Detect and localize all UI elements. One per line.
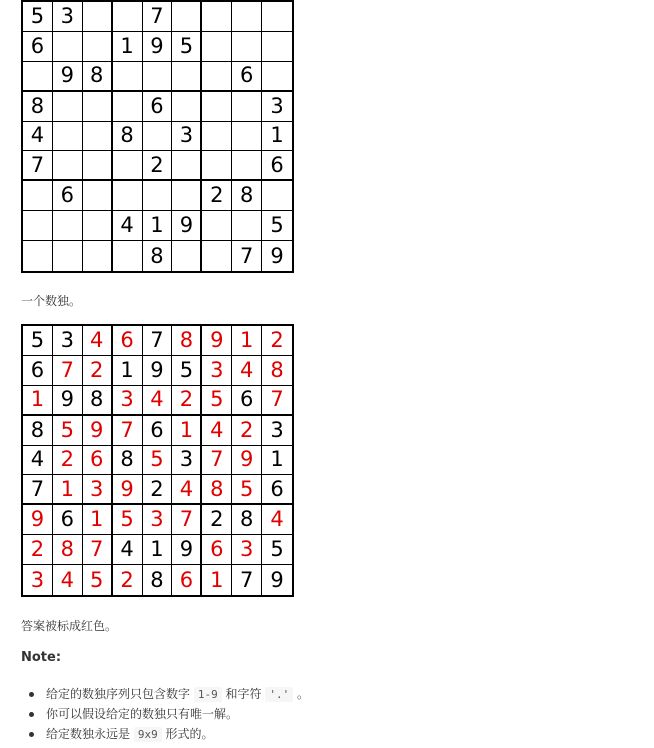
sudoku-cell [262, 62, 292, 92]
sudoku-cell: 6 [172, 565, 202, 595]
sudoku-cell: 5 [53, 416, 83, 446]
sudoku-cell: 4 [113, 535, 143, 565]
sudoku-cell: 6 [262, 151, 292, 181]
sudoku-cell [23, 62, 53, 92]
sudoku-cell [113, 92, 143, 122]
sudoku-cell: 4 [262, 505, 292, 535]
sudoku-cell [53, 241, 83, 271]
sudoku-cell [83, 151, 113, 181]
sudoku-cell: 7 [172, 505, 202, 535]
sudoku-cell [23, 241, 53, 271]
sudoku-cell: 4 [232, 356, 262, 386]
sudoku-cell [172, 181, 202, 211]
sudoku-cell: 9 [23, 505, 53, 535]
sudoku-cell: 2 [143, 475, 173, 505]
sudoku-cell: 7 [202, 446, 232, 476]
sudoku-cell: 5 [172, 356, 202, 386]
sudoku-cell [113, 151, 143, 181]
sudoku-cell: 1 [202, 565, 232, 595]
sudoku-cell: 6 [113, 326, 143, 356]
sudoku-cell: 7 [23, 475, 53, 505]
sudoku-cell [53, 122, 83, 152]
sudoku-cell [202, 62, 232, 92]
sudoku-cell [23, 181, 53, 211]
sudoku-cell: 3 [202, 356, 232, 386]
sudoku-cell: 8 [262, 356, 292, 386]
sudoku-cell: 2 [202, 181, 232, 211]
sudoku-cell: 8 [23, 416, 53, 446]
sudoku-cell: 6 [83, 446, 113, 476]
sudoku-cell: 2 [143, 151, 173, 181]
sudoku-cell: 5 [23, 326, 53, 356]
sudoku-cell [113, 62, 143, 92]
note-item: 给定的数独序列只包含数字 1-9 和字符 '.' 。 [46, 684, 309, 704]
sudoku-cell: 8 [202, 475, 232, 505]
sudoku-cell [172, 2, 202, 32]
sudoku-cell: 1 [113, 356, 143, 386]
sudoku-cell [202, 211, 232, 241]
sudoku-cell: 9 [143, 32, 173, 62]
sudoku-cell: 4 [143, 386, 173, 416]
sudoku-cell [232, 92, 262, 122]
sudoku-cell: 2 [232, 416, 262, 446]
sudoku-cell: 1 [232, 326, 262, 356]
sudoku-cell: 3 [83, 475, 113, 505]
sudoku-cell: 4 [53, 565, 83, 595]
sudoku-cell: 1 [172, 416, 202, 446]
sudoku-cell: 4 [23, 122, 53, 152]
sudoku-cell: 2 [262, 326, 292, 356]
sudoku-cell [113, 2, 143, 32]
sudoku-cell: 1 [143, 211, 173, 241]
sudoku-cell: 9 [172, 535, 202, 565]
sudoku-cell: 5 [113, 505, 143, 535]
sudoku-cell: 3 [172, 446, 202, 476]
sudoku-cell [202, 151, 232, 181]
sudoku-cell: 3 [262, 92, 292, 122]
sudoku-cell [143, 62, 173, 92]
sudoku-cell: 1 [23, 386, 53, 416]
sudoku-cell [53, 92, 83, 122]
sudoku-cell [232, 2, 262, 32]
sudoku-cell: 7 [23, 151, 53, 181]
sudoku-cell: 8 [172, 326, 202, 356]
sudoku-cell [172, 62, 202, 92]
inline-code: '.' [265, 687, 293, 702]
sudoku-cell: 2 [113, 565, 143, 595]
sudoku-solution-grid [21, 324, 294, 597]
sudoku-cell [262, 2, 292, 32]
sudoku-cell [172, 151, 202, 181]
sudoku-cell: 1 [262, 122, 292, 152]
sudoku-cell [262, 181, 292, 211]
sudoku-cell: 1 [53, 475, 83, 505]
sudoku-cell: 7 [113, 416, 143, 446]
sudoku-cell: 7 [83, 535, 113, 565]
sudoku-cell [202, 32, 232, 62]
sudoku-cell: 5 [262, 211, 292, 241]
sudoku-cell [262, 32, 292, 62]
sudoku-cell: 5 [23, 2, 53, 32]
sudoku-cell: 1 [83, 505, 113, 535]
sudoku-cell: 5 [172, 32, 202, 62]
sudoku-cell [202, 241, 232, 271]
sudoku-cell: 2 [23, 535, 53, 565]
note-heading: Note: [21, 650, 62, 665]
sudoku-cell: 6 [23, 32, 53, 62]
sudoku-cell: 5 [83, 565, 113, 595]
sudoku-cell [202, 92, 232, 122]
sudoku-cell: 8 [232, 181, 262, 211]
sudoku-cell: 8 [23, 92, 53, 122]
inline-code: 1-9 [194, 687, 222, 702]
sudoku-cell: 3 [262, 416, 292, 446]
note-item: 你可以假设给定的数独只有唯一解。 [46, 704, 309, 724]
sudoku-cell [83, 2, 113, 32]
sudoku-cell [232, 151, 262, 181]
sudoku-cell [53, 211, 83, 241]
sudoku-cell: 8 [83, 62, 113, 92]
sudoku-cell: 6 [202, 535, 232, 565]
sudoku-cell: 6 [262, 475, 292, 505]
sudoku-cell: 9 [53, 62, 83, 92]
sudoku-cell: 6 [53, 505, 83, 535]
sudoku-cell: 6 [143, 92, 173, 122]
sudoku-cell: 8 [143, 565, 173, 595]
sudoku-cell: 8 [113, 122, 143, 152]
sudoku-cell [143, 122, 173, 152]
sudoku-cell: 5 [143, 446, 173, 476]
sudoku-cell [113, 181, 143, 211]
sudoku-cell: 3 [232, 535, 262, 565]
sudoku-cell: 2 [202, 505, 232, 535]
sudoku-cell: 2 [83, 356, 113, 386]
sudoku-cell: 8 [83, 386, 113, 416]
sudoku-puzzle-grid [21, 0, 294, 273]
sudoku-cell: 4 [202, 416, 232, 446]
sudoku-cell: 3 [113, 386, 143, 416]
sudoku-cell: 4 [23, 446, 53, 476]
sudoku-cell [53, 151, 83, 181]
sudoku-cell: 3 [172, 122, 202, 152]
sudoku-cell [83, 211, 113, 241]
sudoku-cell [232, 122, 262, 152]
sudoku-cell: 5 [262, 535, 292, 565]
sudoku-cell [232, 32, 262, 62]
sudoku-cell: 7 [53, 356, 83, 386]
sudoku-cell: 7 [232, 241, 262, 271]
sudoku-cell: 9 [143, 356, 173, 386]
solution-caption: 答案被标成红色。 [21, 619, 118, 633]
sudoku-cell: 1 [143, 535, 173, 565]
sudoku-cell [83, 92, 113, 122]
sudoku-cell: 8 [143, 241, 173, 271]
sudoku-cell: 9 [172, 211, 202, 241]
sudoku-cell: 1 [262, 446, 292, 476]
sudoku-cell: 6 [143, 416, 173, 446]
sudoku-cell [83, 122, 113, 152]
sudoku-cell: 4 [172, 475, 202, 505]
inline-code: 9x9 [134, 727, 162, 742]
sudoku-cell: 9 [232, 446, 262, 476]
sudoku-cell: 2 [172, 386, 202, 416]
sudoku-cell: 9 [113, 475, 143, 505]
note-item: 给定数独永远是 9x9 形式的。 [46, 724, 309, 744]
sudoku-cell [172, 241, 202, 271]
sudoku-cell: 6 [23, 356, 53, 386]
sudoku-cell [143, 181, 173, 211]
sudoku-cell: 6 [232, 386, 262, 416]
sudoku-cell: 1 [113, 32, 143, 62]
sudoku-cell: 9 [202, 326, 232, 356]
sudoku-cell: 3 [53, 2, 83, 32]
sudoku-cell [23, 211, 53, 241]
sudoku-cell: 8 [113, 446, 143, 476]
note-list [46, 684, 309, 744]
sudoku-cell: 5 [232, 475, 262, 505]
sudoku-cell: 7 [143, 326, 173, 356]
sudoku-cell: 3 [23, 565, 53, 595]
sudoku-cell [202, 2, 232, 32]
sudoku-cell [202, 122, 232, 152]
sudoku-cell: 8 [232, 505, 262, 535]
sudoku-cell: 2 [53, 446, 83, 476]
sudoku-cell: 9 [83, 416, 113, 446]
sudoku-cell: 7 [262, 386, 292, 416]
sudoku-cell: 6 [53, 181, 83, 211]
sudoku-cell: 4 [83, 326, 113, 356]
sudoku-cell: 4 [113, 211, 143, 241]
sudoku-cell: 9 [270, 243, 284, 268]
sudoku-cell [53, 32, 83, 62]
sudoku-cell [83, 241, 113, 271]
sudoku-cell: 3 [143, 505, 173, 535]
sudoku-cell: 3 [53, 326, 83, 356]
sudoku-cell: 7 [232, 565, 262, 595]
sudoku-cell: 8 [53, 535, 83, 565]
sudoku-cell: 7 [143, 2, 173, 32]
sudoku-cell: 9 [53, 386, 83, 416]
sudoku-cell [232, 211, 262, 241]
sudoku-cell [172, 92, 202, 122]
sudoku-cell: 9 [270, 567, 284, 592]
sudoku-cell: 6 [232, 62, 262, 92]
puzzle-caption: 一个数独。 [21, 294, 82, 308]
sudoku-cell [83, 181, 113, 211]
sudoku-cell [113, 241, 143, 271]
sudoku-cell [83, 32, 113, 62]
sudoku-cell: 5 [202, 386, 232, 416]
